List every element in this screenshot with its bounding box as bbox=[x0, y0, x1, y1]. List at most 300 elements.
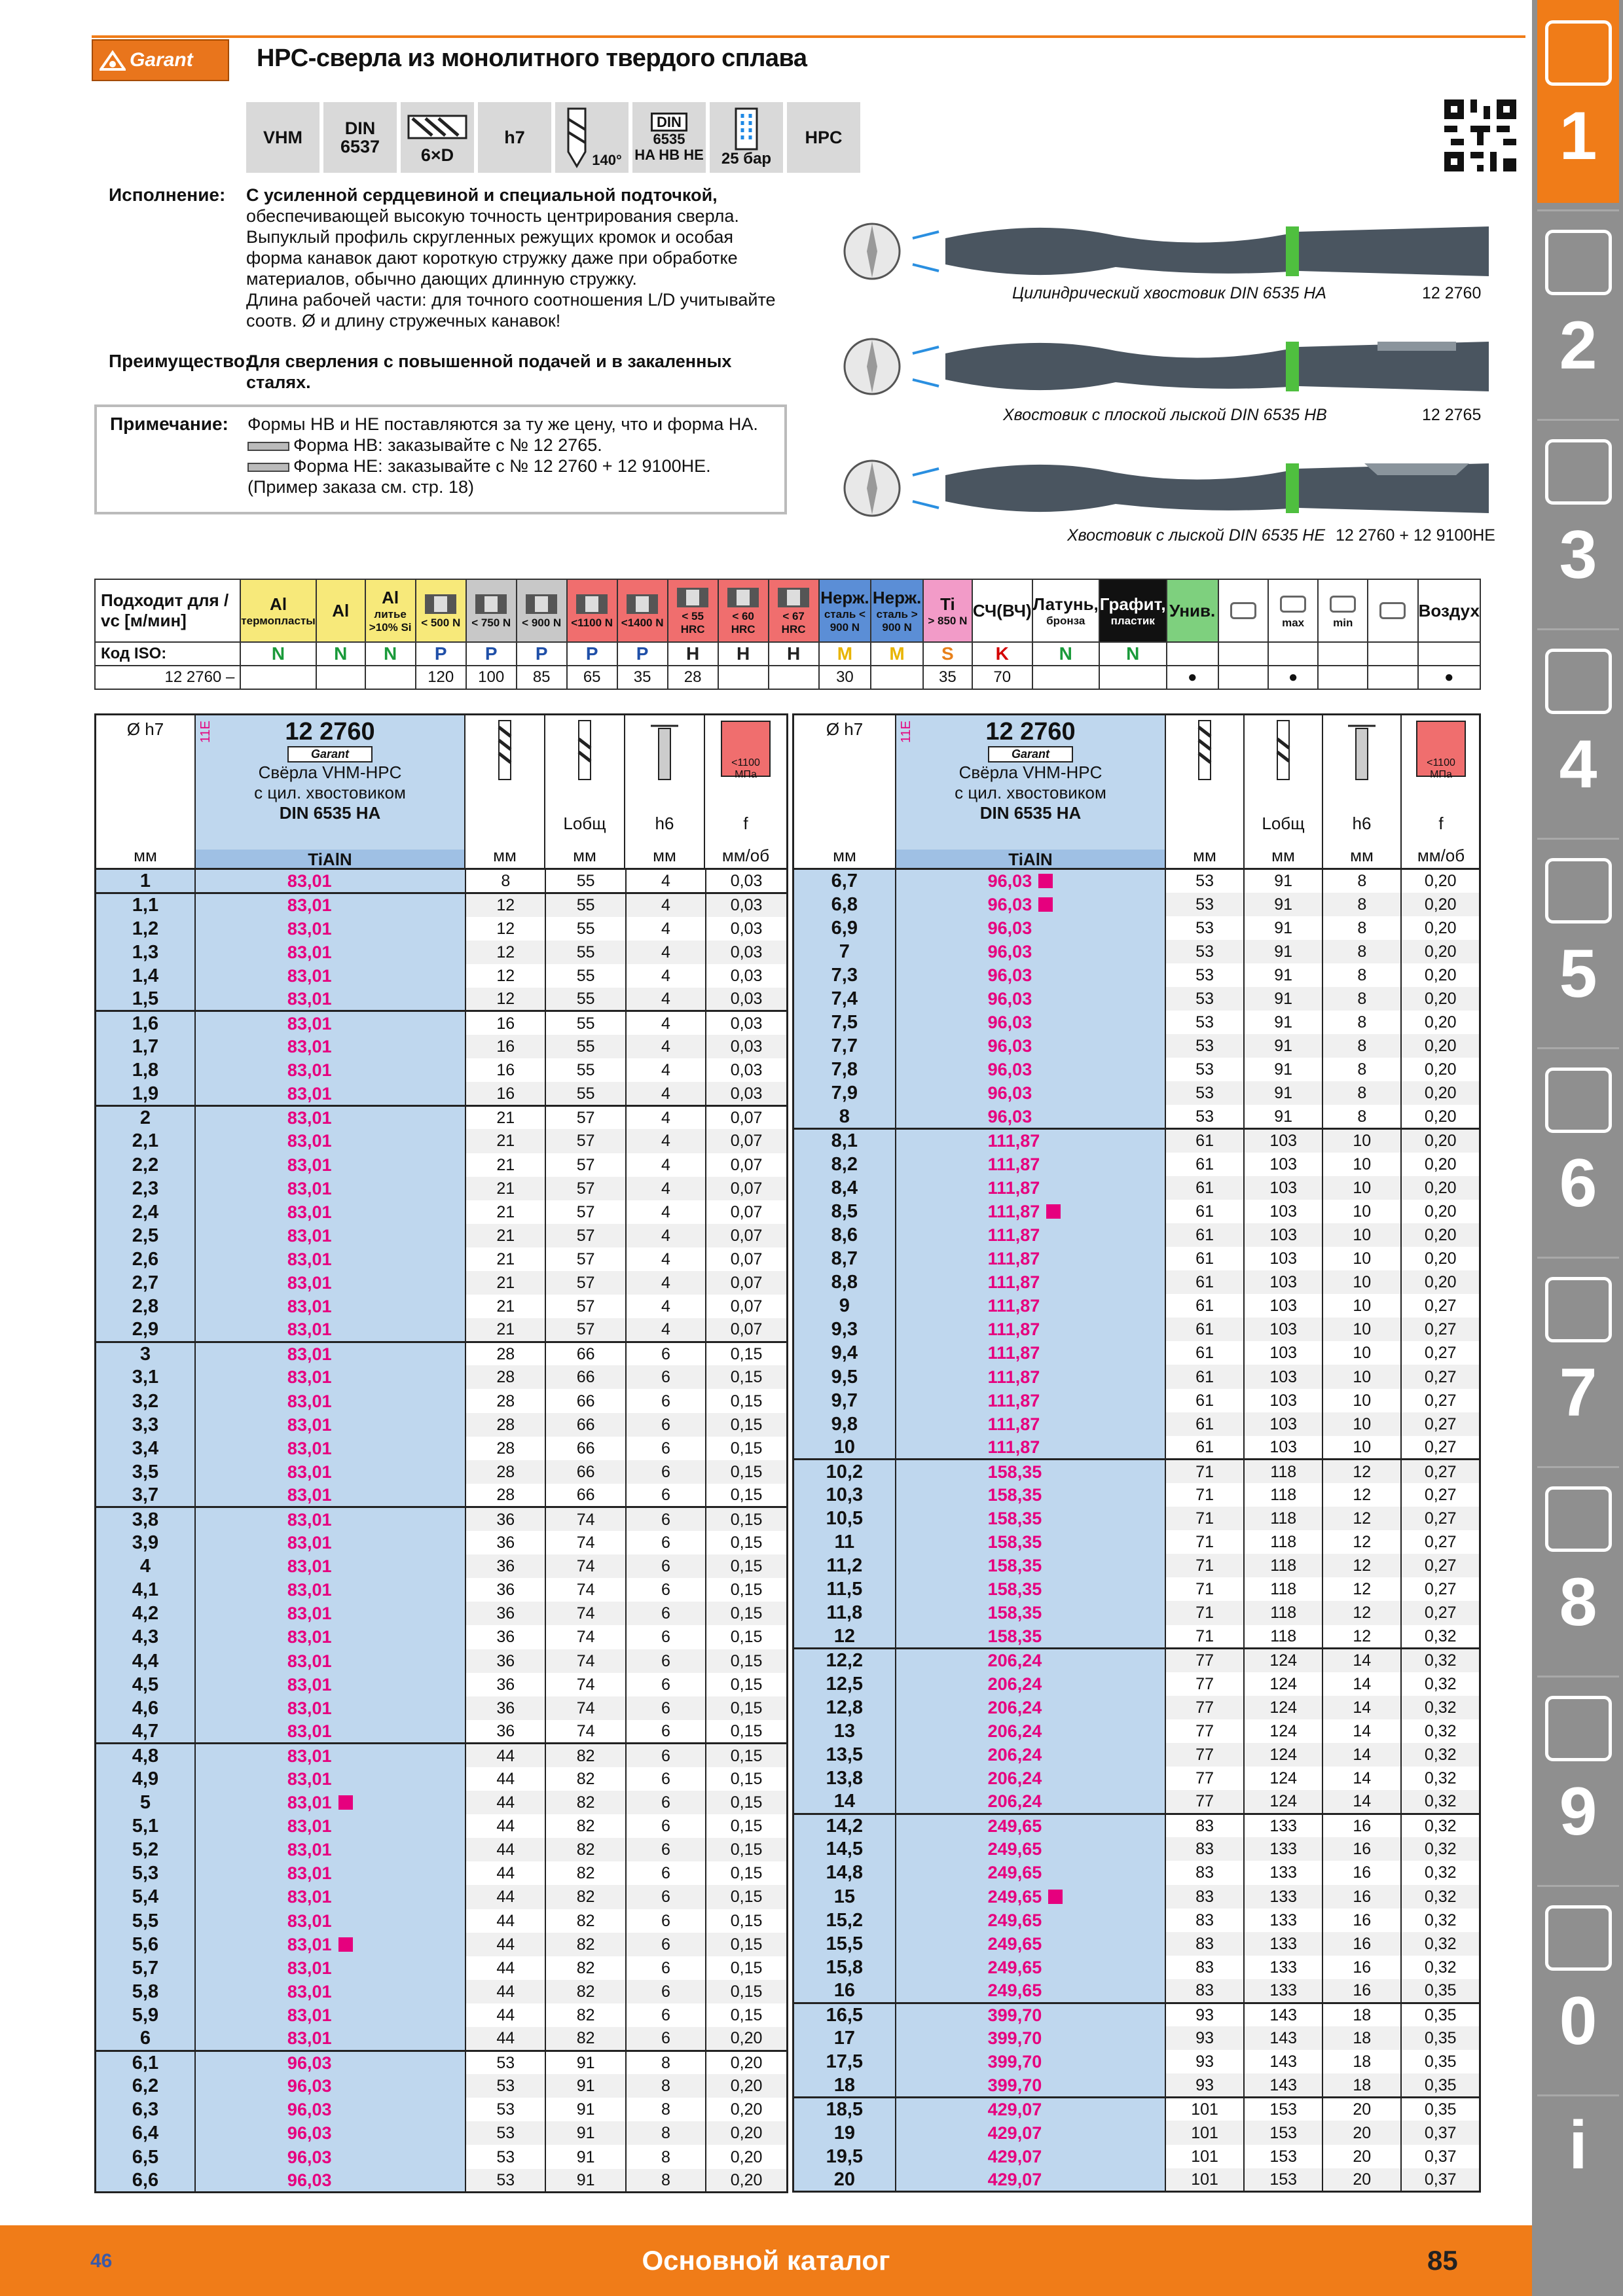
material-col-13 bbox=[923, 579, 972, 642]
price bbox=[896, 1861, 1165, 1884]
diameter: 5,4 bbox=[96, 1885, 195, 1909]
chapter-tab-1[interactable] bbox=[1537, 0, 1619, 203]
total-length: 74 bbox=[545, 1649, 625, 1673]
table-row[interactable] bbox=[793, 1507, 1480, 1530]
flute-length: 28 bbox=[465, 1365, 545, 1389]
table-row[interactable] bbox=[96, 1980, 788, 2003]
diameter: 13,8 bbox=[793, 1767, 896, 1790]
table-row[interactable] bbox=[96, 1460, 788, 1484]
price-value: 206,24 bbox=[987, 1697, 1042, 1717]
cutting-speed bbox=[718, 666, 769, 689]
table-row[interactable] bbox=[96, 1271, 788, 1295]
table-row[interactable] bbox=[96, 1578, 788, 1602]
price-value: 96,03 bbox=[987, 1036, 1032, 1056]
feed: 0,15 bbox=[706, 1507, 787, 1531]
price bbox=[195, 1507, 465, 1531]
note-text bbox=[247, 414, 771, 497]
total-length: 55 bbox=[545, 941, 625, 964]
chapter-tab-i[interactable] bbox=[1537, 2094, 1619, 2270]
table-row[interactable] bbox=[793, 1601, 1480, 1624]
price-value: 249,65 bbox=[987, 1816, 1042, 1837]
diameter: 4 bbox=[96, 1554, 195, 1578]
price bbox=[896, 1956, 1165, 1979]
feed: 0,20 bbox=[1401, 987, 1480, 1011]
table-row[interactable] bbox=[793, 1153, 1480, 1176]
dia-unit: мм bbox=[134, 846, 157, 865]
feed: 0,15 bbox=[706, 1365, 787, 1389]
total-length: 133 bbox=[1244, 1932, 1322, 1956]
price-value: 83,01 bbox=[287, 1840, 332, 1860]
table-row[interactable] bbox=[793, 1105, 1480, 1128]
price-value: 83,01 bbox=[287, 1131, 332, 1151]
shank-diameter: 20 bbox=[1322, 2097, 1401, 2121]
table-row[interactable] bbox=[793, 1909, 1480, 1932]
shank-diameter: 6 bbox=[626, 1791, 706, 1814]
table-row[interactable] bbox=[96, 964, 788, 988]
table-row[interactable] bbox=[96, 1247, 788, 1271]
table-row[interactable] bbox=[793, 963, 1480, 987]
price bbox=[195, 1602, 465, 1625]
iso-code: N bbox=[1032, 642, 1099, 666]
chapter-tab-3[interactable] bbox=[1537, 419, 1619, 622]
table-row[interactable] bbox=[793, 987, 1480, 1011]
chapter-tab-8[interactable] bbox=[1537, 1466, 1619, 1669]
table-row[interactable] bbox=[96, 1861, 788, 1885]
table-row[interactable] bbox=[96, 2027, 788, 2051]
shank-diameter: 14 bbox=[1322, 1743, 1401, 1767]
price-value: 96,03 bbox=[987, 941, 1032, 961]
shank-diameter: 8 bbox=[626, 2074, 706, 2098]
diameter: 6 bbox=[96, 2027, 195, 2051]
shank-diameter: 12 bbox=[1322, 1625, 1401, 1649]
total-length: 57 bbox=[545, 1295, 625, 1318]
table-row[interactable] bbox=[96, 1909, 788, 1933]
material-col-3 bbox=[416, 579, 466, 642]
material-sub: пластик bbox=[1110, 614, 1155, 627]
price-value: 111,87 bbox=[987, 1437, 1040, 1458]
table-row[interactable] bbox=[96, 1153, 788, 1177]
shank-diameter: 6 bbox=[626, 1933, 706, 1956]
iso-code: N bbox=[240, 642, 316, 666]
table-row[interactable] bbox=[96, 1082, 788, 1105]
flute-unit: мм bbox=[493, 846, 517, 865]
material-col-14 bbox=[972, 579, 1032, 642]
table-row[interactable] bbox=[793, 1200, 1480, 1223]
table-row[interactable] bbox=[96, 1720, 788, 1744]
table-row[interactable] bbox=[96, 1554, 788, 1578]
table-row[interactable] bbox=[96, 941, 788, 964]
price-value: 111,87 bbox=[987, 1131, 1040, 1151]
table-row[interactable] bbox=[793, 1129, 1480, 1153]
chapter-tab-5[interactable] bbox=[1537, 838, 1619, 1041]
table-row[interactable] bbox=[793, 2121, 1480, 2144]
feed: 0,15 bbox=[706, 1933, 787, 1956]
table-row[interactable] bbox=[96, 893, 788, 917]
table-row[interactable] bbox=[793, 1554, 1480, 1577]
shank-diameter: 6 bbox=[626, 1720, 706, 1744]
table-row[interactable] bbox=[96, 2145, 788, 2168]
table-row[interactable] bbox=[793, 1649, 1480, 1672]
flute-length: 53 bbox=[465, 2051, 545, 2074]
table-row[interactable] bbox=[96, 1105, 788, 1129]
price bbox=[896, 1577, 1165, 1601]
table-row[interactable] bbox=[96, 2121, 788, 2145]
total-length: 91 bbox=[1244, 940, 1322, 963]
shank-diameter: 6 bbox=[626, 1365, 706, 1389]
table-row[interactable] bbox=[793, 1837, 1480, 1861]
feed: 0,07 bbox=[706, 1271, 787, 1295]
footer-title: Основной каталог bbox=[642, 2245, 890, 2276]
exec-line: Длина рабочей части: для точного соотношения L/D учитывайте bbox=[246, 290, 776, 310]
feed: 0,20 bbox=[1401, 893, 1480, 916]
cutting-speed bbox=[365, 666, 416, 689]
feed: 0,15 bbox=[706, 1696, 787, 1720]
price-value: 83,01 bbox=[287, 1910, 332, 1931]
diameter: 7,7 bbox=[793, 1034, 896, 1058]
table-row[interactable] bbox=[793, 1483, 1480, 1507]
table-row[interactable] bbox=[793, 1767, 1480, 1790]
flute-length: 28 bbox=[465, 1460, 545, 1484]
table-row[interactable] bbox=[96, 1744, 788, 1767]
steel-beam-icon bbox=[425, 594, 456, 614]
shank-diameter: 6 bbox=[626, 1413, 706, 1437]
table-row[interactable] bbox=[793, 2145, 1480, 2168]
table-row[interactable] bbox=[96, 1295, 788, 1318]
total-length: 57 bbox=[545, 1318, 625, 1342]
shank-diameter: 8 bbox=[1322, 869, 1401, 893]
total-length: 91 bbox=[1244, 1058, 1322, 1081]
iso-code: M bbox=[819, 642, 871, 666]
price bbox=[195, 2121, 465, 2145]
table-row[interactable] bbox=[793, 1011, 1480, 1034]
feed: 0,20 bbox=[1401, 1011, 1480, 1034]
table-row[interactable] bbox=[793, 1294, 1480, 1318]
table-row[interactable] bbox=[793, 2026, 1480, 2050]
table-row[interactable] bbox=[96, 1058, 788, 1082]
price bbox=[195, 1153, 465, 1177]
chapter-tab-6[interactable] bbox=[1537, 1047, 1619, 1250]
price bbox=[195, 2027, 465, 2051]
diameter: 8,6 bbox=[793, 1223, 896, 1247]
exec-line: соотв. Ø и длину стружечных канавок! bbox=[246, 311, 561, 331]
cutting-speed bbox=[769, 666, 819, 689]
table-row[interactable] bbox=[96, 1318, 788, 1342]
table-row[interactable] bbox=[793, 1956, 1480, 1979]
total-length: 55 bbox=[545, 1058, 625, 1082]
price bbox=[195, 1791, 465, 1814]
feed: 0,27 bbox=[1401, 1530, 1480, 1554]
table-row[interactable] bbox=[793, 1341, 1480, 1365]
chapter-tab-9[interactable] bbox=[1537, 1676, 1619, 1878]
table-row[interactable] bbox=[793, 1577, 1480, 1601]
feed: 0,32 bbox=[1401, 1790, 1480, 1814]
total-length: 133 bbox=[1244, 1909, 1322, 1932]
table-row[interactable] bbox=[793, 2097, 1480, 2121]
feed: 0,03 bbox=[706, 964, 787, 988]
table-row[interactable] bbox=[96, 1224, 788, 1247]
price-value: 83,01 bbox=[287, 1981, 332, 2001]
table-row[interactable] bbox=[96, 2169, 788, 2193]
adv-line: сталях. bbox=[246, 372, 311, 392]
table-row[interactable] bbox=[793, 1365, 1480, 1388]
feed: 0,20 bbox=[706, 2051, 787, 2074]
total-length: 91 bbox=[545, 2074, 625, 2098]
table-row[interactable] bbox=[96, 988, 788, 1011]
table-row[interactable] bbox=[96, 2003, 788, 2027]
table-row[interactable] bbox=[96, 1011, 788, 1035]
badge-angle-text: 140° bbox=[592, 151, 622, 168]
flute-length: 44 bbox=[465, 1814, 545, 1838]
price bbox=[195, 1980, 465, 2003]
total-length: 143 bbox=[1244, 2003, 1322, 2026]
badge-length-text: 6×D bbox=[420, 145, 454, 165]
price-value: 83,01 bbox=[287, 1083, 332, 1103]
diameter: 4,7 bbox=[96, 1720, 195, 1744]
price bbox=[195, 1082, 465, 1105]
table-row[interactable] bbox=[793, 2050, 1480, 2073]
shank-diameter: 6 bbox=[626, 1460, 706, 1484]
table-row[interactable] bbox=[793, 916, 1480, 940]
table-row[interactable] bbox=[793, 1979, 1480, 2003]
flute-len-header bbox=[465, 715, 545, 870]
table-row[interactable] bbox=[793, 1861, 1480, 1884]
logo-text: Garant bbox=[130, 49, 193, 71]
chapter-number: 9 bbox=[1559, 1774, 1597, 1850]
diameter: 5,1 bbox=[96, 1814, 195, 1838]
diameter: 19,5 bbox=[793, 2145, 896, 2168]
steel-beam-icon bbox=[677, 588, 708, 607]
price-value: 96,03 bbox=[287, 2123, 332, 2144]
chapter-tab-7[interactable] bbox=[1537, 1257, 1619, 1460]
table-row[interactable] bbox=[793, 1058, 1480, 1081]
flute-length: 83 bbox=[1165, 1861, 1244, 1884]
price-value: 83,01 bbox=[287, 1509, 332, 1530]
cutting-speed: 120 bbox=[416, 666, 466, 689]
feed-header bbox=[1402, 715, 1480, 870]
table-row[interactable] bbox=[793, 940, 1480, 963]
table-row[interactable] bbox=[793, 1270, 1480, 1294]
badge-shank-text: HA HB HE bbox=[634, 146, 704, 163]
table-row[interactable] bbox=[96, 1342, 788, 1365]
table-row[interactable] bbox=[96, 869, 788, 893]
chapter-icon bbox=[1545, 1277, 1612, 1342]
diameter: 1,9 bbox=[96, 1082, 195, 1105]
table-row[interactable] bbox=[793, 1625, 1480, 1649]
table-row[interactable] bbox=[96, 1602, 788, 1625]
cutting-speed: 30 bbox=[819, 666, 871, 689]
table-row[interactable] bbox=[793, 1885, 1480, 1909]
table-row[interactable] bbox=[96, 1129, 788, 1153]
table-row[interactable] bbox=[96, 1838, 788, 1861]
diameter: 1,8 bbox=[96, 1058, 195, 1082]
dia-unit: мм bbox=[833, 846, 856, 865]
price-value: 249,65 bbox=[987, 1910, 1042, 1930]
flute-length: 36 bbox=[465, 1554, 545, 1578]
table-row[interactable] bbox=[793, 2168, 1480, 2192]
table-row[interactable] bbox=[96, 2074, 788, 2098]
price bbox=[896, 1412, 1165, 1436]
table-row[interactable] bbox=[793, 1932, 1480, 1956]
table-row[interactable] bbox=[96, 1814, 788, 1838]
flute-length: 77 bbox=[1165, 1743, 1244, 1767]
table-row[interactable] bbox=[793, 1790, 1480, 1814]
price-value: 83,01 bbox=[287, 918, 332, 939]
shank-diameter: 6 bbox=[626, 1531, 706, 1554]
shank-diameter: 8 bbox=[626, 2169, 706, 2193]
table-row[interactable] bbox=[96, 1625, 788, 1649]
chapter-tab-2[interactable] bbox=[1537, 209, 1619, 412]
diameter: 18 bbox=[793, 2073, 896, 2097]
price-value: 83,01 bbox=[287, 1580, 332, 1600]
price bbox=[195, 1342, 465, 1365]
table-row[interactable] bbox=[793, 1412, 1480, 1436]
diameter: 9,7 bbox=[793, 1389, 896, 1412]
diameter: 8,8 bbox=[793, 1270, 896, 1294]
material-name: Унив. bbox=[1169, 600, 1216, 620]
table-row[interactable] bbox=[793, 1389, 1480, 1412]
shank-diameter: 4 bbox=[626, 1035, 706, 1058]
flute-length: 16 bbox=[465, 1082, 545, 1105]
table-row[interactable] bbox=[96, 1200, 788, 1224]
table-row[interactable] bbox=[96, 1649, 788, 1673]
table-row[interactable] bbox=[96, 1885, 788, 1909]
table-row[interactable] bbox=[96, 1177, 788, 1200]
diameter: 5,3 bbox=[96, 1861, 195, 1885]
table-row[interactable] bbox=[96, 917, 788, 941]
application-label-line: vc [м/мин] bbox=[101, 611, 187, 630]
total-length: 82 bbox=[545, 1861, 625, 1885]
material-sub: < 900 N bbox=[522, 617, 562, 629]
table-row[interactable] bbox=[96, 1933, 788, 1956]
total-length: 91 bbox=[545, 2051, 625, 2074]
iso-code: H bbox=[668, 642, 718, 666]
flute-length: 61 bbox=[1165, 1129, 1244, 1153]
price-value: 83,01 bbox=[287, 965, 332, 986]
table-row[interactable] bbox=[793, 1223, 1480, 1247]
chapter-tab-0[interactable] bbox=[1537, 1885, 1619, 2088]
diameter: 1,7 bbox=[96, 1035, 195, 1058]
table-row[interactable] bbox=[96, 1531, 788, 1554]
total-length: 153 bbox=[1244, 2121, 1322, 2144]
flute-length: 61 bbox=[1165, 1318, 1244, 1341]
feed: 0,37 bbox=[1401, 2145, 1480, 2168]
table-row[interactable] bbox=[793, 1436, 1480, 1460]
table-row[interactable] bbox=[96, 1365, 788, 1389]
diameter: 12 bbox=[793, 1625, 896, 1649]
diameter: 6,9 bbox=[793, 916, 896, 940]
table-row[interactable] bbox=[96, 1389, 788, 1412]
table-row[interactable] bbox=[793, 1318, 1480, 1341]
total-length: 66 bbox=[545, 1342, 625, 1365]
shank-diameter: 6 bbox=[626, 1554, 706, 1578]
shank-diameter: 16 bbox=[1322, 1837, 1401, 1861]
total-length: 66 bbox=[545, 1413, 625, 1437]
drill-he-caption: Хвостовик с лыской DIN 6535 HE bbox=[1067, 526, 1326, 545]
shank-diameter: 10 bbox=[1322, 1153, 1401, 1176]
table-row[interactable] bbox=[96, 1507, 788, 1531]
price bbox=[195, 1365, 465, 1389]
flute-length: 71 bbox=[1165, 1577, 1244, 1601]
flute-length: 71 bbox=[1165, 1483, 1244, 1507]
total-length: 55 bbox=[545, 1035, 625, 1058]
price-value: 83,01 bbox=[287, 1746, 332, 1766]
article-row-label: 12 2760 – bbox=[95, 666, 240, 689]
table-row[interactable] bbox=[96, 1035, 788, 1058]
note-line: Формы HB и HE поставляются за ту же цену, что и форма HA. bbox=[247, 414, 758, 434]
chapter-tab-4[interactable] bbox=[1537, 628, 1619, 831]
table-row[interactable] bbox=[793, 2073, 1480, 2097]
price-value: 83,01 bbox=[287, 1202, 332, 1222]
shank-diameter: 4 bbox=[626, 893, 706, 917]
price bbox=[896, 1672, 1165, 1696]
feed: 0,20 bbox=[1401, 1153, 1480, 1176]
table-row[interactable] bbox=[793, 1460, 1480, 1483]
article-header bbox=[196, 715, 465, 870]
table-row[interactable] bbox=[793, 893, 1480, 916]
shank-diameter: 8 bbox=[1322, 916, 1401, 940]
price bbox=[195, 1531, 465, 1554]
table-row[interactable] bbox=[793, 1743, 1480, 1767]
table-row[interactable] bbox=[793, 1696, 1480, 1719]
price bbox=[896, 1837, 1165, 1861]
price-value: 83,01 bbox=[287, 1863, 332, 1884]
table-row[interactable] bbox=[793, 1672, 1480, 1696]
price-value: 83,01 bbox=[287, 942, 332, 962]
price-value: 83,01 bbox=[287, 2005, 332, 2025]
price bbox=[195, 2169, 465, 2193]
total-length: 133 bbox=[1244, 1837, 1322, 1861]
table-row[interactable] bbox=[793, 1081, 1480, 1105]
table-row[interactable] bbox=[793, 1034, 1480, 1058]
feed: 0,20 bbox=[706, 2121, 787, 2145]
price bbox=[896, 1790, 1165, 1814]
table-row[interactable] bbox=[96, 1437, 788, 1460]
table-row[interactable] bbox=[96, 1413, 788, 1437]
table-row[interactable] bbox=[96, 1956, 788, 1980]
table-row[interactable] bbox=[793, 2003, 1480, 2026]
feed: 0,32 bbox=[1401, 1885, 1480, 1909]
table-row[interactable] bbox=[793, 869, 1480, 893]
table-row[interactable] bbox=[793, 1719, 1480, 1743]
table-row[interactable] bbox=[793, 1530, 1480, 1554]
page-number: 85 bbox=[1427, 2245, 1458, 2276]
feed: 0,15 bbox=[706, 1720, 787, 1744]
feed: 0,15 bbox=[706, 1814, 787, 1838]
total-length: 74 bbox=[545, 1696, 625, 1720]
total-length: 91 bbox=[1244, 893, 1322, 916]
table-row[interactable] bbox=[96, 1484, 788, 1507]
table-row[interactable] bbox=[96, 2098, 788, 2121]
table-row[interactable] bbox=[793, 1814, 1480, 1837]
diameter: 2,2 bbox=[96, 1153, 195, 1177]
table-row[interactable] bbox=[96, 1673, 788, 1696]
table-row[interactable] bbox=[793, 1247, 1480, 1270]
flute-length: 44 bbox=[465, 2027, 545, 2051]
table-row[interactable] bbox=[96, 1696, 788, 1720]
table-row[interactable] bbox=[96, 1791, 788, 1814]
chapter-number: 2 bbox=[1559, 308, 1597, 384]
qr-code-icon[interactable] bbox=[1444, 99, 1516, 171]
flute-length: 44 bbox=[465, 1909, 545, 1933]
shank-diameter: 4 bbox=[626, 1058, 706, 1082]
price bbox=[195, 1696, 465, 1720]
price bbox=[195, 1058, 465, 1082]
table-row[interactable] bbox=[96, 2051, 788, 2074]
table-row[interactable] bbox=[793, 1176, 1480, 1200]
table-row[interactable] bbox=[96, 1767, 788, 1791]
shank-diameter: 18 bbox=[1322, 2073, 1401, 2097]
coolant-tap-icon bbox=[1379, 602, 1406, 619]
